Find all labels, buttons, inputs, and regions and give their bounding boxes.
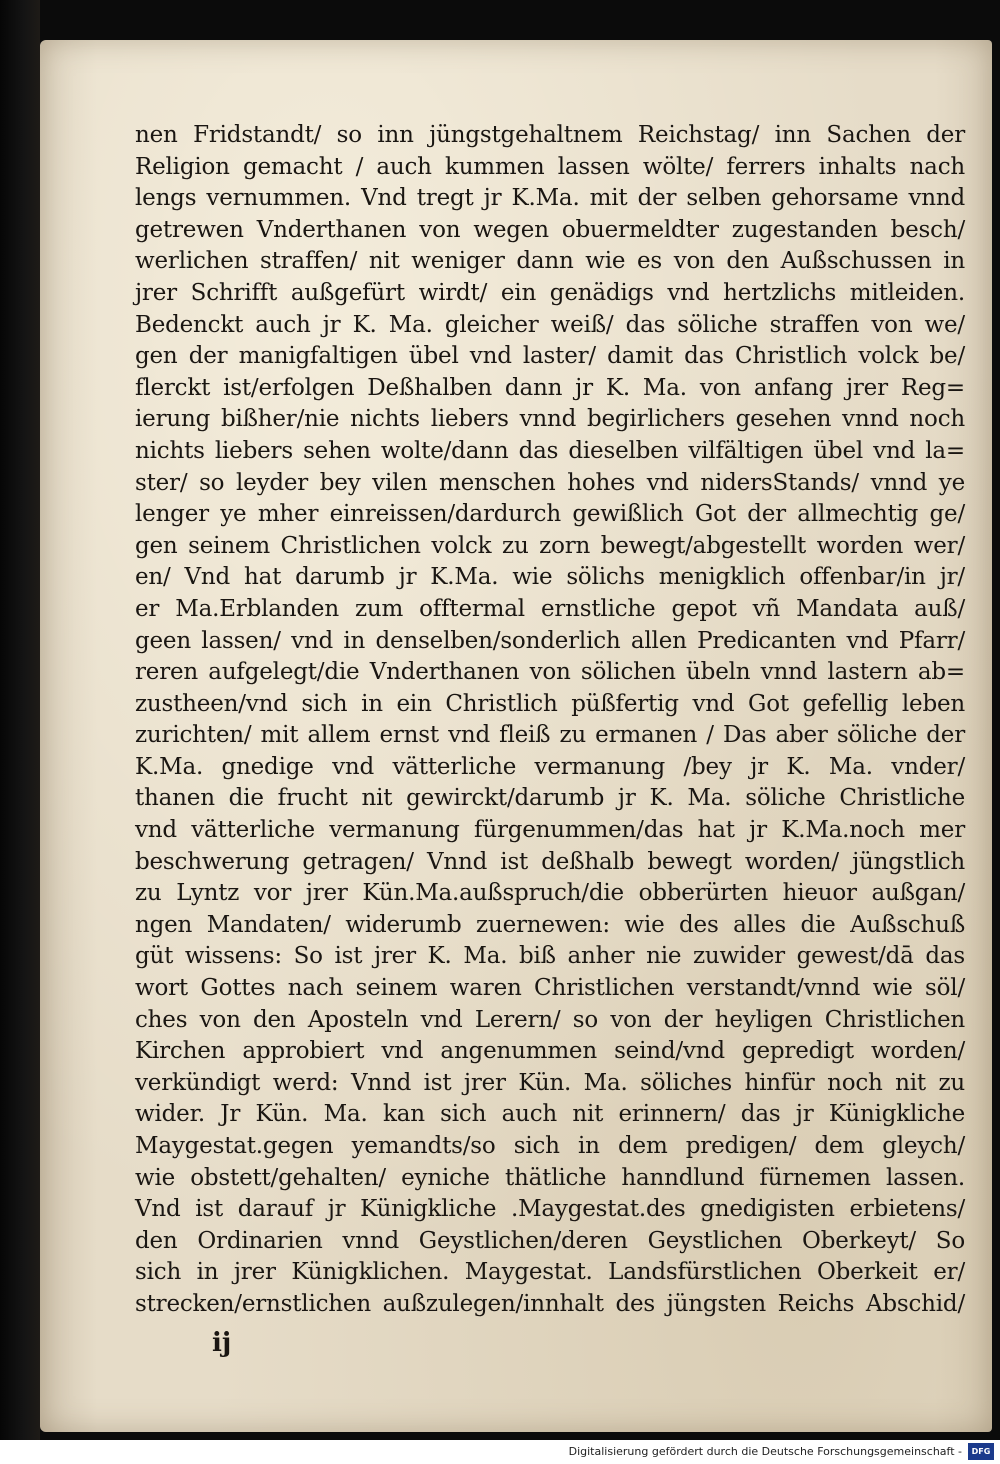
text-line: ngen Mandaten/ widerumb zuernewen: wie des alles die Außschuß xyxy=(135,911,965,938)
text-line: Bedenckt auch jr K. Ma. gleicher weiß/ das söliche straffen von we/ xyxy=(135,311,965,338)
text-line: wort Gottes nach seinem waren Christlichen verstandt/vnnd wie söl/ xyxy=(135,975,965,1002)
text-line: nichts liebers sehen wolte/dann das dieselben vilfältigen übel vnd la= xyxy=(135,437,965,464)
text-line: wie obstett/gehalten/ eyniche thätliche hanndlund fürnemen lassen. xyxy=(135,1164,965,1191)
text-line: lenger ye mher einreissen/dardurch gewißlich Got der allmechtig ge/ xyxy=(135,501,965,528)
text-line: Maygestat.gegen yemandts/so sich in dem predigen/ dem gleych/ xyxy=(135,1133,965,1159)
text-line: ster/ so leyder bey vilen menschen hohes vnd nidersStands/ vnnd ye xyxy=(135,469,965,496)
text-line: den Ordinarien vnnd Geystlichen/deren Geystlichen Oberkeyt/ So xyxy=(135,1227,965,1254)
text-line: beschwerung getragen/ Vnnd ist deßhalb bewegt worden/ jüngstlich xyxy=(135,848,965,875)
text-line: vnd vätterliche vermanung fürgenummen/das hat jr K.Ma.noch mer xyxy=(135,817,965,844)
text-line: reren aufgelegt/die Vnderthanen von sölichen übeln vnnd lastern ab= xyxy=(135,659,965,686)
text-line: gen der manigfaltigen übel vnd laster/ damit das Christlich volck be/ xyxy=(135,343,965,370)
text-line: flerckt ist/erfolgen Deßhalben dann jr K. Ma. von anfang jrer Reg= xyxy=(135,374,965,401)
text-line: jrer Schrifft außgefürt wirdt/ ein genädigs vnd hertzlichs mitleiden. xyxy=(135,279,965,306)
text-line: sich in jrer Künigklichen. Maygestat. Landsfürstlichen Oberkeit er/ xyxy=(135,1259,965,1286)
text-line: strecken/ernstlichen außzulegen/innhalt des jüngsten Reichs Abschid/ xyxy=(135,1290,965,1317)
funding-note: Digitalisierung gefördert durch die Deutsche Forschungsgemeinschaft - xyxy=(568,1445,962,1458)
text-line: getrewen Vnderthanen von wegen obuermeldter zugestanden besch/ xyxy=(135,216,965,243)
text-line: zurichten/ mit allem ernst vnd fleiß zu ermanen / Das aber söliche der xyxy=(135,722,965,749)
text-line: gen seinem Christlichen volck zu zorn bewegt/abgestellt worden wer/ xyxy=(135,532,965,559)
text-line: Religion gemacht / auch kummen lassen wölte/ ferrers inhalts nach xyxy=(135,153,965,180)
text-line: wider. Jr Kün. Ma. kan sich auch nit erinnern/ das jr Künigkliche xyxy=(135,1101,965,1128)
book-spine xyxy=(0,0,40,1440)
signature-mark: ij xyxy=(212,1328,232,1358)
text-line: werlichen straffen/ nit weniger dann wie es von den Außschussen in xyxy=(135,248,965,275)
text-line: zustheen/vnd sich in ein Christlich püßfertig vnd Got gefellig leben xyxy=(135,690,965,717)
text-line: K.Ma. gnedige vnd vätterliche vermanung /bey jr K. Ma. vnder/ xyxy=(135,753,965,780)
text-line: verkündigt werd: Vnnd ist jrer Kün. Ma. söliches hinfür noch nit zu xyxy=(135,1069,965,1096)
text-line: er Ma.Erblanden zum offtermal ernstliche gepot vñ Mandata auß/ xyxy=(135,595,965,622)
footer-bar xyxy=(0,1440,1000,1464)
text-line: zu Lyntz vor jrer Kün.Ma.außspruch/die obberürten hieuor außgan/ xyxy=(135,880,965,907)
text-line: en/ Vnd hat darumb jr K.Ma. wie sölichs menigklich offenbar/in jr/ xyxy=(135,564,965,591)
text-line: ierung bißher/nie nichts liebers vnnd begirlichers gesehen vnnd noch xyxy=(135,406,965,433)
text-line: nen Fridstandt/ so inn jüngstgehaltnem Reichstag/ inn Sachen der xyxy=(135,122,965,148)
text-line: geen lassen/ vnd in denselben/sonderlich allen Predicanten vnd Pfarr/ xyxy=(135,627,965,654)
text-line: lengs vernummen. Vnd tregt jr K.Ma. mit der selben gehorsame vnnd xyxy=(135,185,965,212)
text-line: Vnd ist darauf jr Künigkliche .Maygestat.des gnedigisten erbietens/ xyxy=(135,1196,965,1223)
text-line: ches von den Aposteln vnd Lerern/ so von der heyligen Christlichen xyxy=(135,1006,965,1033)
dfg-logo-icon: DFG xyxy=(968,1443,994,1460)
page-text-block xyxy=(135,120,965,1321)
text-line: güt wissens: So ist jrer K. Ma. biß anher nie zuwider gewest/dā das xyxy=(135,943,965,970)
text-line: thanen die frucht nit gewirckt/darumb jr K. Ma. söliche Christliche xyxy=(135,785,965,812)
document-page xyxy=(40,40,992,1432)
text-line: Kirchen approbiert vnd angenummen seind/vnd gepredigt worden/ xyxy=(135,1038,965,1065)
